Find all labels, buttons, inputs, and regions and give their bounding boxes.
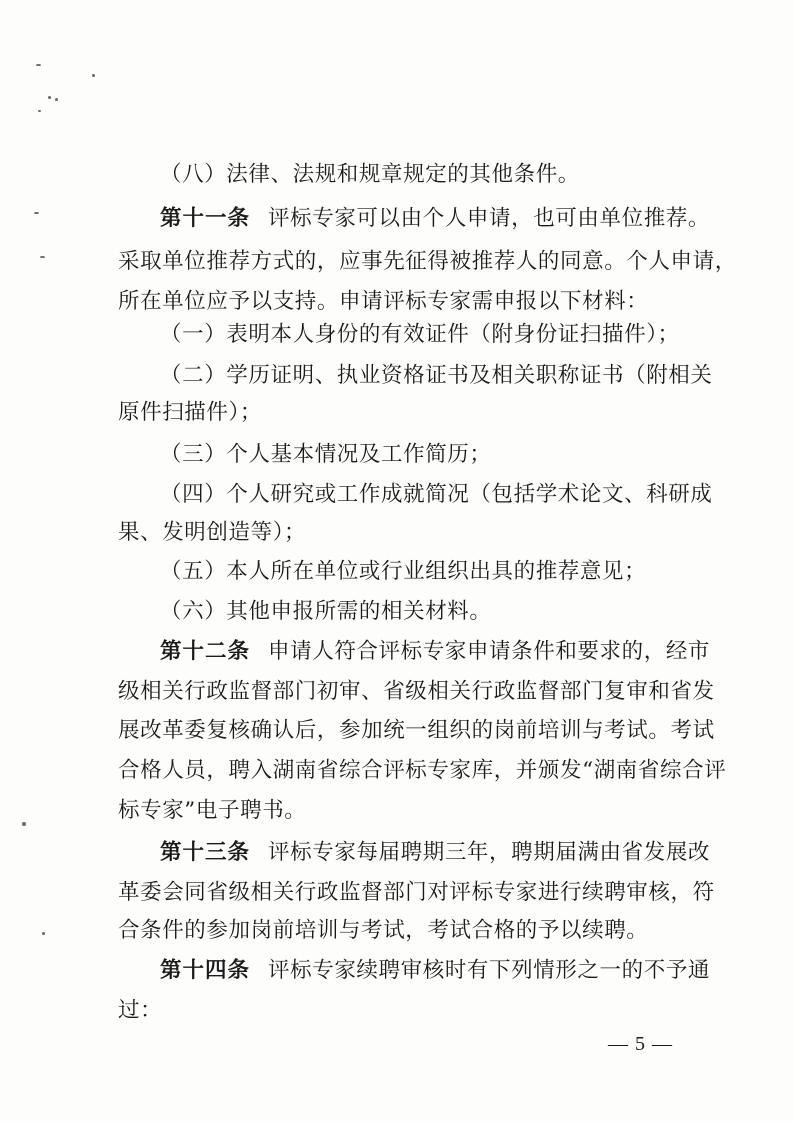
article-heading-line [160, 838, 735, 868]
article-number: 第十四条 [160, 958, 251, 983]
scan-speck [42, 932, 45, 935]
line-text: （一）表明本人身份的有效证件（附身份证扫描件）； [160, 322, 680, 347]
scan-speck [48, 96, 51, 99]
paragraph-line [118, 996, 693, 1026]
line-text: 合格人员，聘入湖南省综合评标专家库，并颁发“湖南省综合评 [118, 758, 727, 783]
line-text: 合条件的参加岗前培训与考试，考试合格的予以续聘。 [118, 918, 649, 943]
list-item-line [160, 361, 735, 391]
scan-speck [34, 212, 39, 214]
paragraph-line [118, 247, 737, 277]
line-text: （八）法律、法规和规章规定的其他条件。 [160, 162, 580, 187]
line-text: 采取单位推荐方式的，应事先征得被推荐人的同意。个人申请， [118, 249, 737, 274]
scan-speck [55, 98, 58, 101]
list-item-line [160, 320, 735, 350]
line-text: 原件扫描件）； [118, 400, 262, 425]
list-item-line [160, 440, 735, 470]
line-text: （四）个人研究或工作成就简况（包括学术论文、科研成 [160, 482, 713, 507]
scan-speck [40, 256, 45, 258]
article-heading-line [160, 204, 735, 234]
line-text: 所在单位应予以支持。申请评标专家需申报以下材料： [118, 289, 649, 314]
article-number: 第十二条 [160, 639, 251, 664]
scan-speck [36, 64, 41, 66]
paragraph-line [118, 518, 693, 548]
list-item-line [160, 557, 735, 587]
article-number: 第十一条 [160, 206, 251, 231]
line-text: （二）学历证明、执业资格证书及相关职称证书（附相关 [160, 363, 713, 388]
page-number: — 5 — [608, 1033, 673, 1055]
list-item-line [160, 480, 735, 510]
line-text: 评标专家可以由个人申请，也可由单位推荐。 [268, 206, 711, 231]
paragraph-line [118, 287, 693, 317]
scan-speck [92, 74, 95, 77]
line-text: （五）本人所在单位或行业组织出具的推荐意见； [160, 559, 647, 584]
paragraph-line [160, 160, 735, 190]
line-text: 标专家”电子聘书。 [118, 798, 307, 823]
paragraph-line [118, 756, 727, 786]
line-text: 申请人符合评标专家申请条件和要求的，经市 [268, 639, 711, 664]
article-heading-line [160, 956, 735, 986]
line-text: 级相关行政监督部门初审、省级相关行政监督部门复审和省发 [118, 679, 715, 704]
line-text: 评标专家每届聘期三年，聘期届满由省发展改 [268, 840, 711, 865]
paragraph-line [118, 796, 693, 826]
line-text: 革委会同省级相关行政监督部门对评标专家进行续聘审核，符 [118, 880, 715, 905]
line-text: 过： [118, 998, 163, 1023]
line-text: 果、发明创造等）； [118, 520, 307, 545]
article-heading-line [160, 637, 735, 667]
scan-speck [22, 822, 26, 826]
list-item-line [160, 597, 735, 627]
paragraph-line [118, 677, 715, 707]
paragraph-line [118, 916, 693, 946]
line-text: 评标专家续聘审核时有下列情形之一的不予通 [268, 958, 711, 983]
line-text: （六）其他申报所需的相关材料。 [160, 599, 492, 624]
line-text: （三）个人基本情况及工作简历； [160, 442, 492, 467]
line-text: 展改革委复核确认后，参加统一组织的岗前培训与考试。考试 [118, 718, 715, 743]
paragraph-line [118, 716, 715, 746]
paragraph-line [118, 878, 715, 908]
paragraph-line [118, 398, 693, 428]
article-number: 第十三条 [160, 840, 251, 865]
scan-speck [38, 110, 41, 112]
